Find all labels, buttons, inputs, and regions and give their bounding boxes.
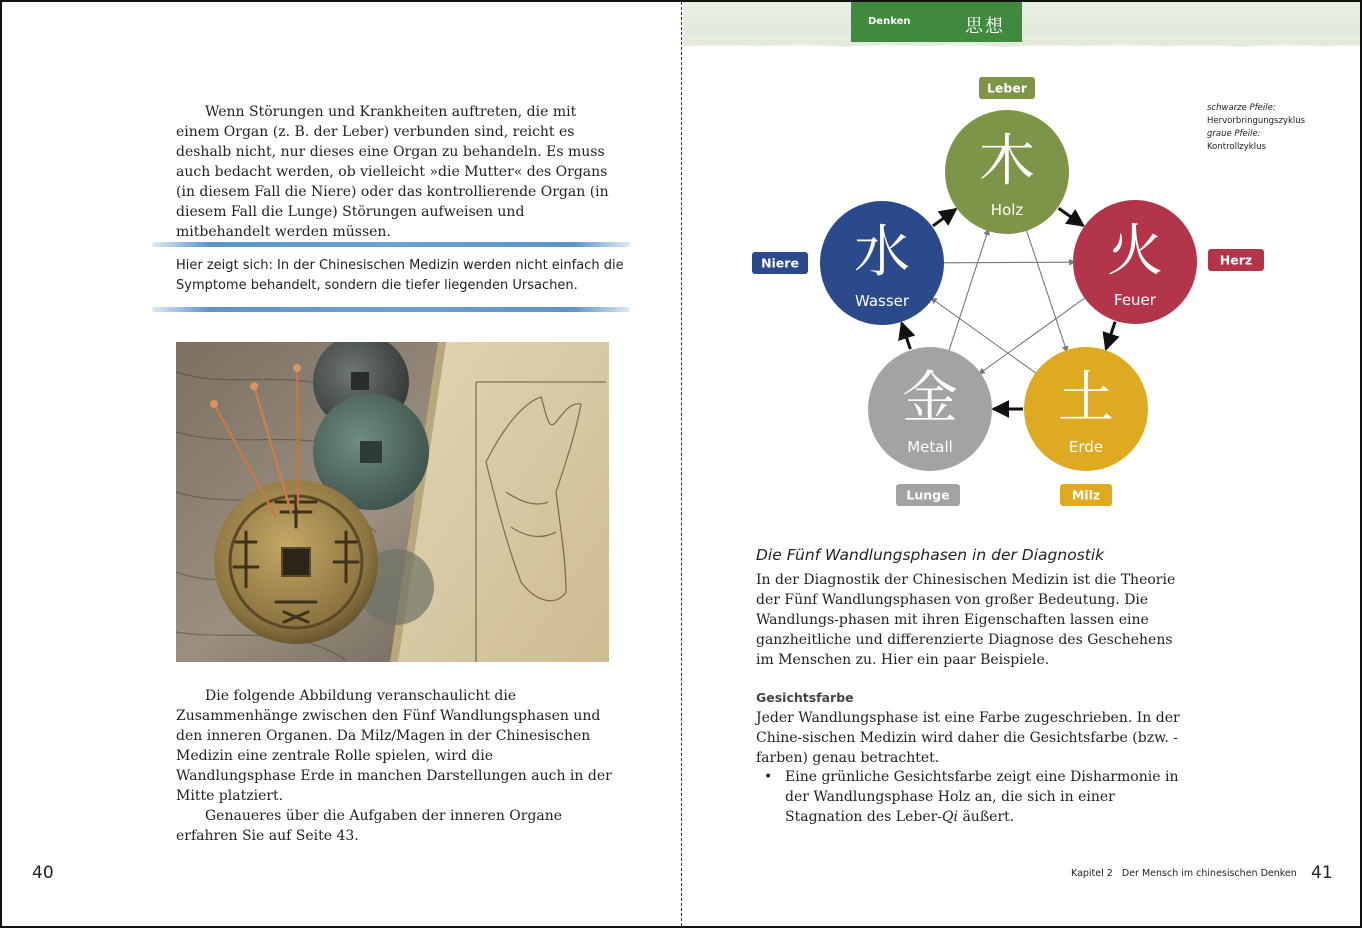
phase-name-holz: Holz — [990, 201, 1024, 219]
callout-top-rule — [152, 242, 630, 247]
footer-title: Der Mensch im chinesischen Denken — [1121, 868, 1297, 879]
page-gutter — [681, 2, 682, 926]
organ-name-erde: Milz — [1071, 487, 1101, 503]
section-paragraph-block — [756, 570, 1186, 670]
callout-bottom-rule — [152, 307, 630, 312]
control-arrow-metall-holz — [949, 229, 989, 352]
intro-paragraph: Wenn Störungen und Krankheiten auftreten, die mit einem Organ (z. B. der Leber) verbunden sind, reicht es deshalb nicht, nur dieses eine Organ zu behandeln. Es muss auch bedacht werden, ob vielleicht »die Mutter« des Organs (in diesem Fall die Niere) oder das kontrollierende Organ (in diesem Fall die Lunge) Störungen aufweisen und mitbehandelt werden müssen. — [176, 104, 609, 240]
intro-paragraph-block — [176, 102, 616, 242]
control-arrow-holz-erde — [1026, 229, 1067, 352]
phase-metall — [868, 347, 992, 471]
right-page — [683, 2, 1360, 926]
phase-char-holz: 木 — [979, 129, 1035, 194]
list-item — [756, 767, 1186, 827]
organ-label-holz — [979, 77, 1035, 99]
organ-name-feuer: Herz — [1219, 252, 1253, 268]
organ-name-metall: Lunge — [906, 487, 950, 503]
organ-label-erde — [1060, 484, 1112, 506]
bullet-text-start: Eine grünliche Gesichtsfarbe zeigt eine Disharmonie in der Wandlungsphase Holz an, die sich in einer Stagnation des Leber- — [785, 769, 1179, 825]
phase-feuer — [1073, 200, 1197, 324]
phase-char-metall: 金 — [902, 366, 958, 431]
organ-name-holz: Leber — [986, 80, 1028, 96]
figure-intro-paragraph: Die folgende Abbildung veranschaulicht die Zusammenhänge zwischen den Fünf Wandlungsphasen und den inneren Organen. Da Milz/Magen in der Chinesischen Medizin eine zentrale Rolle spielen, wird die Wandlungsphase Erde in manchen Darstellungen auch in der Mitte platziert. — [176, 688, 612, 804]
footer-chapter: Kapitel 2 — [1071, 868, 1113, 879]
phase-name-metall: Metall — [907, 438, 953, 456]
organ-name-wasser: Niere — [761, 255, 799, 271]
phase-name-feuer: Feuer — [1114, 291, 1156, 309]
organ-label-wasser — [752, 252, 808, 274]
section-paragraph: In der Diagnostik der Chinesischen Medizin ist die Theorie der Fünf Wandlungsphasen von großer Bedeutung. Die Wandlungs-phasen mit ihren Eigenschaften lassen eine ganzheitliche und differenzierte Diagnose des Geschehens im Menschen zu. Hier ein paar Beispiele. — [756, 572, 1176, 668]
gesichtsfarbe-paragraph-block — [756, 708, 1186, 768]
callout-text: Hier zeigt sich: In der Chinesischen Medizin werden nicht einfach die Symptome behandelt, sondern die tiefer liegenden Ursachen. — [176, 258, 624, 293]
figure-intro-block — [176, 686, 616, 846]
page-number-right: 41 — [1311, 863, 1333, 883]
phase-name-erde: Erde — [1068, 438, 1104, 456]
sub-heading-gesichtsfarbe: Gesichtsfarbe — [756, 690, 854, 705]
chapter-tab-label: Denken — [868, 16, 911, 27]
phase-char-wasser: 水 — [854, 220, 910, 285]
bullet-text-end: äußert. — [958, 809, 1015, 825]
section-heading: Die Fünf Wandlungsphasen in der Diagnostik — [756, 546, 1105, 564]
generating-arrow-metall-wasser — [902, 323, 911, 349]
organ-label-metall — [896, 484, 960, 506]
phase-name-wasser: Wasser — [854, 292, 910, 310]
left-page — [2, 2, 681, 926]
gesichtsfarbe-paragraph: Jeder Wandlungsphase ist eine Farbe zugeschrieben. In der Chine-sischen Medizin wird daher die Gesichtsfarbe (bzw. -farben) genau betrachtet. — [756, 710, 1180, 766]
legend-black-desc: Hervorbringungszyklus — [1207, 116, 1306, 126]
phase-char-erde: 土 — [1058, 366, 1114, 431]
legend-grey-desc: Kontrollzyklus — [1207, 142, 1266, 152]
control-arrow-wasser-feuer — [942, 262, 1075, 263]
legend-black-label: schwarze Pfeile: — [1207, 103, 1276, 113]
generating-arrow-feuer-erde — [1106, 322, 1115, 349]
phase-erde — [1024, 347, 1148, 471]
page-number-left: 40 — [32, 863, 54, 883]
diagram-legend — [1207, 102, 1347, 154]
phase-wasser — [820, 201, 944, 325]
organ-label-feuer — [1208, 249, 1264, 271]
running-footer — [1071, 868, 1297, 879]
generating-arrow-wasser-holz — [933, 209, 956, 226]
phase-holz — [945, 110, 1069, 234]
generating-arrow-holz-feuer — [1059, 208, 1084, 226]
bullet-text-qi: Qi — [942, 809, 958, 825]
diagnosis-bullet-list — [756, 767, 1186, 827]
organ-reference-paragraph: Genaueres über die Aufgaben der inneren Organe erfahren Sie auf Seite 43. — [176, 808, 563, 844]
legend-grey-label: graue Pfeile: — [1207, 129, 1261, 139]
acupuncture-coins-photo — [176, 342, 609, 662]
phase-char-feuer: 火 — [1107, 219, 1163, 284]
chapter-tab-chinese: 思想 — [965, 16, 1005, 37]
